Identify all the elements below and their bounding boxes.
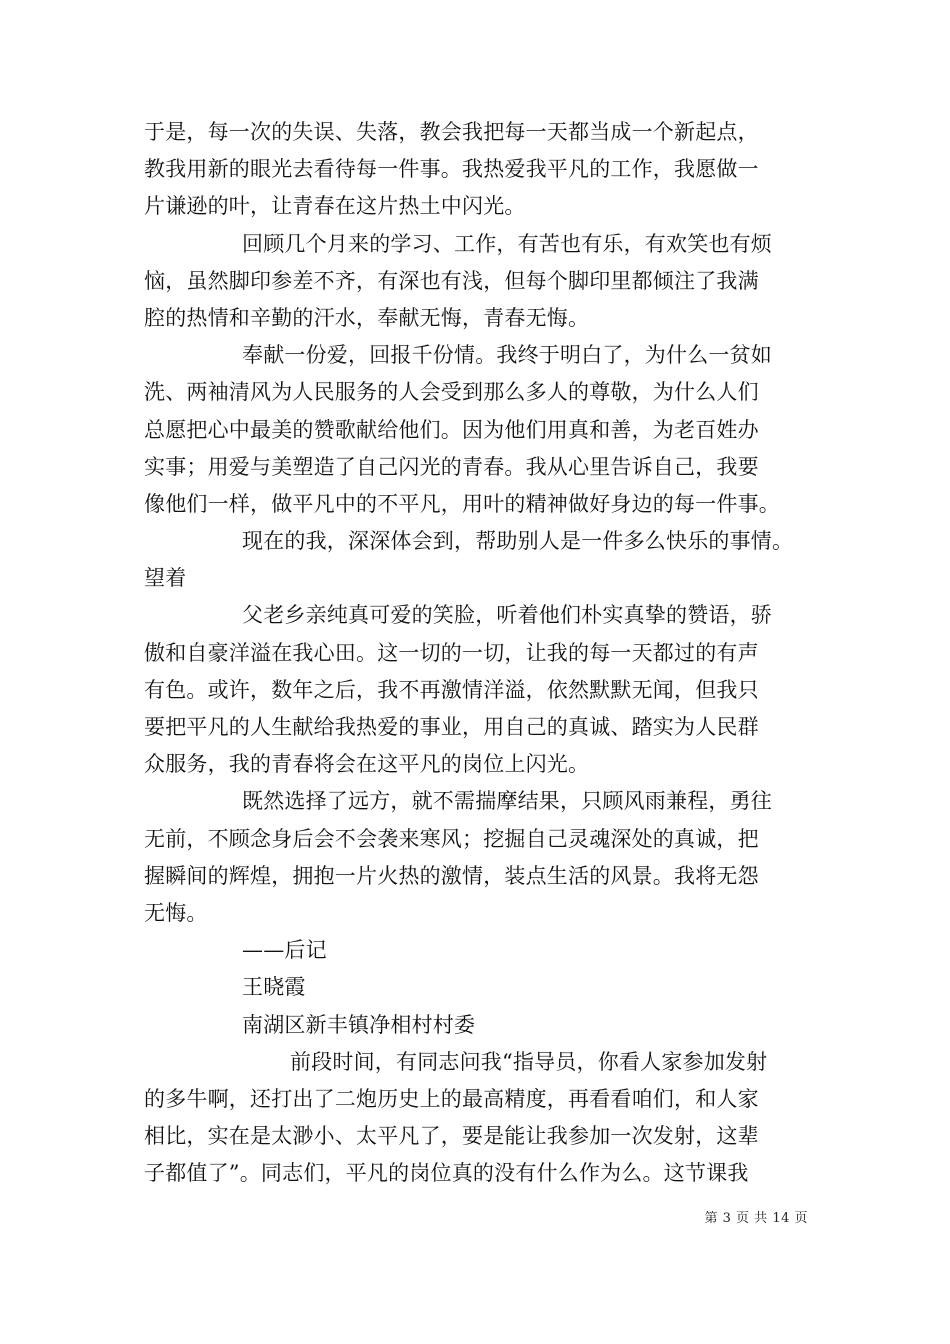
text-line: 既然选择了远方，就不需揣摩结果，只顾风雨兼程，勇往 xyxy=(242,789,772,814)
text-line: 无前，不顾念身后会不会袭来寒风；挖掘自己灵魂深处的真诚，把 xyxy=(144,826,759,851)
text-line: 于是，每一次的失误、失落，教会我把每一天都当成一个新起点， xyxy=(144,120,759,144)
author-affiliation: 南湖区新丰镇净相村村委 xyxy=(242,1012,476,1037)
text-line: 腔的热情和辛勤的汗水，奉献无悔，青春无悔。 xyxy=(144,305,590,330)
text-line: 父老乡亲纯真可爱的笑脸，听着他们朴实真挚的赞语，骄 xyxy=(242,603,772,628)
text-line: 回顾几个月来的学习、工作，有苦也有乐，有欢笑也有烦 xyxy=(242,231,772,256)
author-name: 王晓霞 xyxy=(242,975,306,1000)
text-line: 前段时间，有同志问我“指导员，你看人家参加发射 xyxy=(290,1049,768,1074)
text-line: 望着 xyxy=(144,566,187,591)
page-number: 第 3 页 共 14 页 xyxy=(704,1211,808,1226)
text-line: 片谦逊的叶，让青春在这片热土中闪光。 xyxy=(144,194,526,219)
text-line: 要把平凡的人生献给我热爱的事业，用自己的真诚、踏实为人民群 xyxy=(144,715,759,739)
text-line: 奉献一份爱，回报千份情。我终于明白了，为什么一贫如 xyxy=(242,343,772,368)
text-line: 握瞬间的辉煌，拥抱一片火热的激情，装点生活的风景。我将无怨 xyxy=(144,863,759,888)
text-line: 的多牛啊，还打出了二炮历史上的最高精度，再看看咱们，和人家 xyxy=(144,1086,759,1111)
text-line: 众服务，我的青春将会在这平凡的岗位上闪光。 xyxy=(144,752,590,777)
body-text xyxy=(144,114,810,1192)
afterword-label: ——后记 xyxy=(242,938,327,963)
text-line: 有色。或许，数年之后，我不再激情洋溢，依然默默无闻，但我只 xyxy=(144,677,759,702)
text-line: 恼，虽然脚印参差不齐，有深也有浅，但每个脚印里都倾注了我满 xyxy=(144,268,759,293)
text-line: 无悔。 xyxy=(144,900,208,925)
text-line: 傲和自豪洋溢在我心田。这一切的一切，让我的每一天都过的有声 xyxy=(144,640,759,665)
text-line: 子都值了”。同志们，平凡的岗位真的没有什么作为么。这节课我 xyxy=(144,1161,749,1186)
text-line: 像他们一样，做平凡中的不平凡，用叶的精神做好身边的每一件事。 xyxy=(144,491,780,516)
text-line: 总愿把心中最美的赞歌献给他们。因为他们用真和善，为老百姓办 xyxy=(144,417,759,442)
text-line: 洗、两袖清风为人民服务的人会受到那么多人的尊敬，为什么人们 xyxy=(144,380,759,405)
text-line: 现在的我，深深体会到，帮助别人是一件多么快乐的事情。 xyxy=(242,529,794,554)
text-line: 实事；用爱与美塑造了自己闪光的青春。我从心里告诉自己，我要 xyxy=(144,454,759,479)
text-line: 教我用新的眼光去看待每一件事。我热爱我平凡的工作，我愿做一 xyxy=(144,157,759,182)
text-line: 相比，实在是太渺小、太平凡了，要是能让我参加一次发射，这辈 xyxy=(144,1124,759,1149)
